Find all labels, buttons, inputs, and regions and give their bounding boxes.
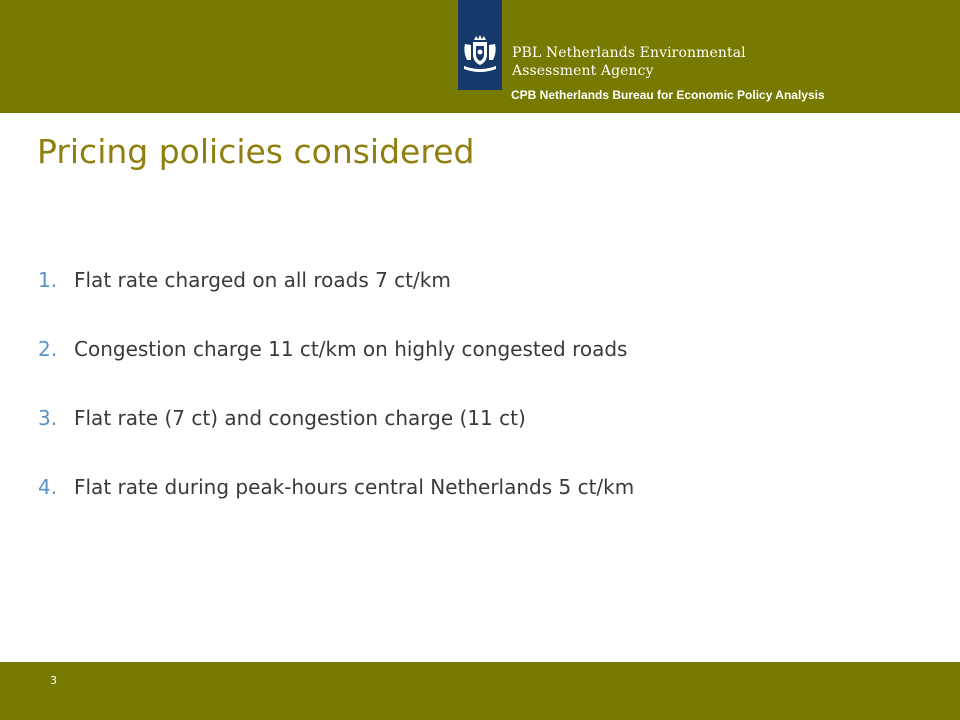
list-item xyxy=(38,268,634,337)
organization-name-line1: PBL Netherlands Environmental xyxy=(512,45,746,61)
list-item-text: Flat rate during peak-hours central Netherlands 5 ct/km xyxy=(74,475,635,499)
organization-name-line2: Assessment Agency xyxy=(512,63,654,79)
page-number: 3 xyxy=(50,674,57,687)
list-item xyxy=(38,406,634,475)
list-item-text: Congestion charge 11 ct/km on highly congested roads xyxy=(74,337,628,361)
list-item-number: 4. xyxy=(38,475,58,499)
header-subtitle: CPB Netherlands Bureau for Economic Policy Analysis xyxy=(511,88,825,102)
footer-band xyxy=(0,662,960,720)
list-item-number: 1. xyxy=(38,268,58,292)
policy-list xyxy=(38,268,634,544)
organization-name xyxy=(512,44,746,80)
list-item xyxy=(38,475,634,544)
list-item-number: 3. xyxy=(38,406,58,430)
list-item-number: 2. xyxy=(38,337,58,361)
slide-title: Pricing policies considered xyxy=(37,132,475,171)
list-item-text: Flat rate (7 ct) and congestion charge (11 ct) xyxy=(74,406,526,430)
list-item xyxy=(38,337,634,406)
logo xyxy=(458,0,502,90)
list-item-text: Flat rate charged on all roads 7 ct/km xyxy=(74,268,451,292)
dutch-coat-of-arms-icon xyxy=(458,0,502,90)
